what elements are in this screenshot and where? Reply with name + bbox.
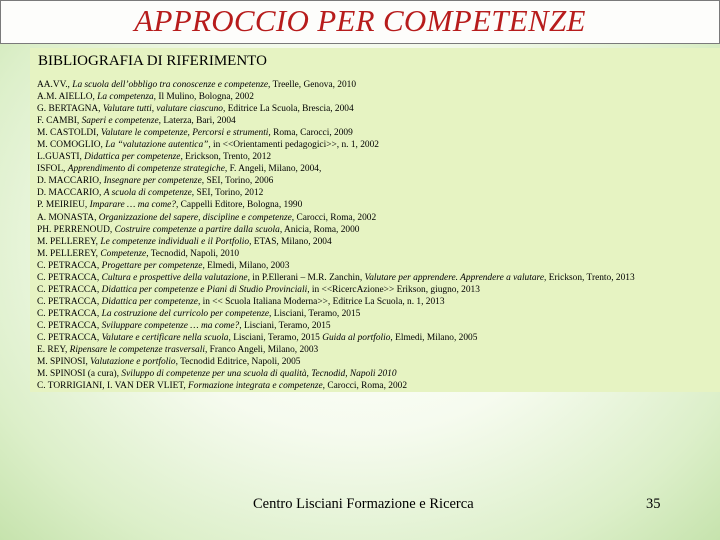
reference-text: D. MACCARIO, bbox=[37, 176, 104, 187]
reference-text: C. TORRIGIANI, I. VAN DER VLIET, bbox=[37, 381, 189, 392]
reference-title: La “valutazione autentica” bbox=[105, 140, 209, 151]
reference-item bbox=[37, 260, 635, 272]
reference-text: G. BERTAGNA, bbox=[37, 104, 103, 115]
reference-text: , in << Scuola Italiana Moderna>>, Editrice La Scuola, n. 1, 2013 bbox=[197, 296, 445, 307]
reference-text: , Erickson, Trento, 2013 bbox=[544, 272, 635, 283]
reference-text: , Roma, Carocci, 2009 bbox=[268, 128, 353, 139]
reference-text: ISFOL, bbox=[37, 164, 68, 175]
footer-organization: Centro Lisciani Formazione e Ricerca bbox=[253, 496, 474, 512]
section-heading: BIBLIOGRAFIA DI RIFERIMENTO bbox=[38, 53, 267, 69]
reference-text: , Editrice La Scuola, Brescia, 2004 bbox=[223, 104, 354, 115]
reference-title: Imparare … ma come? bbox=[89, 200, 176, 211]
reference-text: C. PETRACCA, bbox=[37, 296, 102, 307]
reference-item bbox=[37, 212, 635, 224]
reference-text: C. PETRACCA, bbox=[37, 320, 102, 331]
page-number: 35 bbox=[646, 496, 661, 512]
reference-text: M. PELLEREY, bbox=[37, 236, 101, 247]
reference-text: , Franco Angeli, Milano, 2003 bbox=[204, 345, 319, 356]
reference-item bbox=[37, 368, 635, 380]
reference-title: Formazione integrata e competenze bbox=[188, 381, 323, 392]
reference-title: Valutare tutti, valutare ciascuno bbox=[102, 104, 223, 115]
reference-item bbox=[37, 272, 635, 284]
reference-text: , in <<Orientamenti pedagogici>>, n. 1, 2002 bbox=[208, 140, 379, 151]
reference-item bbox=[37, 224, 635, 236]
reference-item bbox=[37, 332, 635, 344]
reference-title: La scuola dell’obbligo tra conoscenze e competenze bbox=[72, 80, 269, 90]
reference-text: E. REY, bbox=[37, 345, 70, 356]
reference-title: Valutazione e portfolio bbox=[90, 357, 176, 368]
reference-text: PH. PERRENOUD, bbox=[37, 224, 115, 235]
reference-title: Le competenze individuali e il Portfolio bbox=[100, 236, 250, 247]
reference-item bbox=[37, 380, 635, 392]
reference-title: Guida al portfolio bbox=[322, 332, 391, 343]
slide-title: APPROCCIO PER COMPETENZE bbox=[134, 3, 586, 38]
reference-text: D. MACCARIO, bbox=[37, 188, 104, 199]
reference-text: , Laterza, Bari, 2004 bbox=[158, 116, 236, 127]
reference-title: Costruire competenze a partire dalla scuola bbox=[114, 224, 280, 235]
reference-title: Valutare e certificare nella scuola bbox=[101, 332, 229, 343]
reference-title: Valutare le competenze, Percorsi e strumenti bbox=[100, 128, 269, 139]
reference-text: , Lisciani, Teramo, 2015 bbox=[239, 320, 331, 331]
reference-text: C. PETRACCA, bbox=[37, 332, 102, 343]
reference-title: Sviluppare competenze … ma come? bbox=[101, 320, 240, 331]
reference-text: , in P.Ellerani – M.R. Zanchin, bbox=[247, 272, 365, 283]
reference-title: La costruzione del curricolo per competenze bbox=[101, 308, 270, 319]
reference-text: F. CAMBI, bbox=[37, 116, 82, 127]
reference-item bbox=[37, 151, 635, 163]
reference-text: C. PETRACCA, bbox=[37, 260, 102, 271]
reference-text: , Il Mulino, Bologna, 2002 bbox=[153, 92, 254, 103]
reference-title: Competenze bbox=[100, 248, 147, 259]
reference-text: C. PETRACCA, bbox=[37, 308, 102, 319]
reference-item bbox=[37, 127, 635, 139]
reference-text: , Tecnodid, Napoli, 2010 bbox=[146, 248, 240, 259]
reference-text: , Carocci, Roma, 2002 bbox=[291, 212, 377, 223]
reference-title: Didattica per competenze bbox=[84, 152, 181, 163]
reference-item bbox=[37, 139, 635, 151]
reference-text: , Anicia, Roma, 2000 bbox=[279, 224, 360, 235]
reference-item bbox=[37, 115, 635, 127]
reference-text: , ETAS, Milano, 2004 bbox=[249, 236, 332, 247]
reference-text: A. MONASTA, bbox=[37, 212, 99, 223]
reference-title: Didattica per competenze e Piani di Studio Provinciali bbox=[101, 284, 308, 295]
reference-text: , Lisciani, Teramo, 2015 bbox=[228, 332, 323, 343]
reference-title: Valutare per apprendere. Apprendere a valutare bbox=[364, 272, 545, 283]
reference-item bbox=[37, 103, 635, 115]
reference-text: M. PELLEREY, bbox=[37, 248, 101, 259]
reference-title: Insegnare per competenze bbox=[103, 176, 202, 187]
reference-item bbox=[37, 284, 635, 296]
reference-text: , Treelle, Genova, 2010 bbox=[268, 80, 357, 90]
reference-title: Saperi e competenze bbox=[81, 116, 159, 127]
reference-text: C. PETRACCA, bbox=[37, 272, 102, 283]
reference-text: , Lisciani, Teramo, 2015 bbox=[269, 308, 361, 319]
reference-item bbox=[37, 308, 635, 320]
reference-text: , Carocci, Roma, 2002 bbox=[322, 381, 408, 392]
reference-item bbox=[37, 187, 635, 199]
reference-item bbox=[37, 296, 635, 308]
reference-title: Sviluppo di competenze per una scuola di qualità, Tecnodid, Napoli 2010 bbox=[121, 369, 397, 380]
reference-text: M. SPINOSI, bbox=[37, 357, 91, 368]
reference-text: , SEI, Torino, 2012 bbox=[191, 188, 264, 199]
reference-text: , Tecnodid Editrice, Napoli, 2005 bbox=[175, 357, 301, 368]
reference-text: C. PETRACCA, bbox=[37, 284, 102, 295]
reference-title: Didattica per competenze bbox=[101, 296, 198, 307]
reference-text: , Elmedi, Milano, 2005 bbox=[390, 332, 478, 343]
reference-item bbox=[37, 175, 635, 187]
reference-item bbox=[37, 79, 635, 91]
reference-text: , F. Angeli, Milano, 2004, bbox=[224, 164, 322, 175]
reference-item bbox=[37, 320, 635, 332]
reference-title: Organizzazione del sapere, discipline e competenze bbox=[98, 212, 292, 223]
reference-text: , Erickson, Trento, 2012 bbox=[180, 152, 272, 163]
reference-text: , Elmedi, Milano, 2003 bbox=[202, 260, 290, 271]
reference-text: M. COMOGLIO, bbox=[37, 140, 106, 151]
reference-item bbox=[37, 199, 635, 211]
reference-title: Ripensare le competenze trasversali bbox=[69, 345, 205, 356]
reference-text: M. SPINOSI (a cura), bbox=[37, 369, 122, 380]
reference-text: , SEI, Torino, 2006 bbox=[201, 176, 274, 187]
reference-item bbox=[37, 91, 635, 103]
reference-text: AA.VV., bbox=[37, 80, 73, 90]
reference-item bbox=[37, 236, 635, 248]
reference-text: , in <<RicercAzione>> Erikson, giugno, 2013 bbox=[307, 284, 480, 295]
reference-title: A scuola di competenze bbox=[103, 188, 192, 199]
bibliography-list bbox=[37, 79, 635, 392]
reference-text: P. MEIRIEU, bbox=[37, 200, 90, 211]
reference-text: , Cappelli Editore, Bologna, 1990 bbox=[175, 200, 303, 211]
reference-title: Cultura e prospettive della valutazione bbox=[101, 272, 248, 283]
reference-item bbox=[37, 248, 635, 260]
reference-title: Apprendimento di competenze strategiche bbox=[67, 164, 225, 175]
reference-item bbox=[37, 163, 635, 175]
reference-text: M. CASTOLDI, bbox=[37, 128, 101, 139]
reference-text: L.GUASTI, bbox=[37, 152, 85, 163]
reference-text: A.M. AIELLO, bbox=[37, 92, 98, 103]
reference-title: La competenza bbox=[97, 92, 154, 103]
reference-item bbox=[37, 344, 635, 356]
reference-title: Progettare per competenze bbox=[101, 260, 203, 271]
reference-item bbox=[37, 356, 635, 368]
